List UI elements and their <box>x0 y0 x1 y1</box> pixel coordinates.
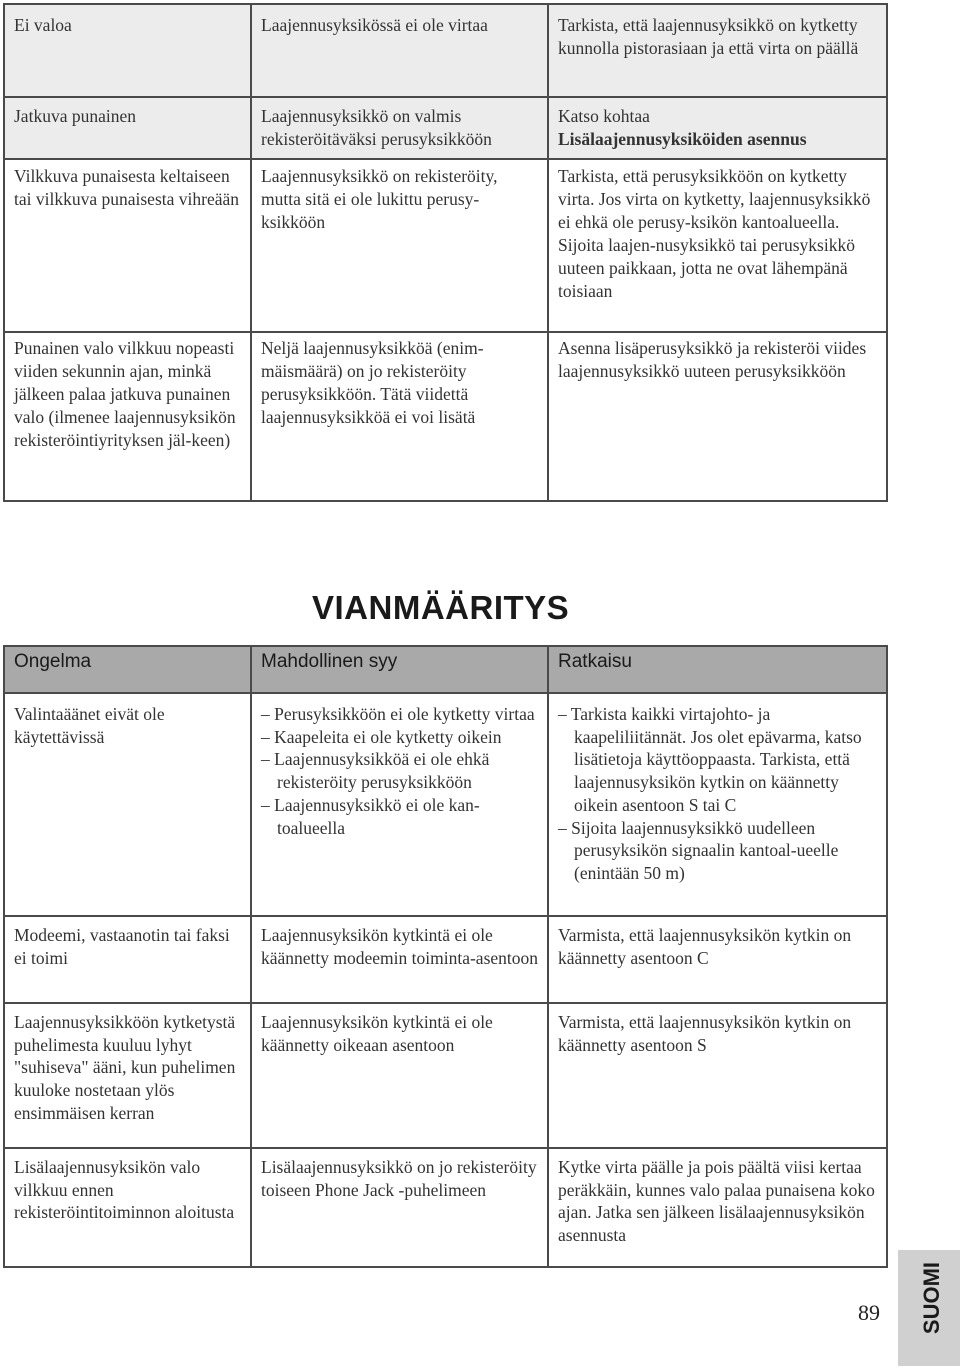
led-meaning-cell: Laajennusyksikkö on rekisteröity, mutta sitä ei ole lukittu perusy-ksikköön <box>251 159 548 332</box>
solution-cell: Varmista, että laajennusyksikön kytkin on käännetty asentoon S <box>548 1003 887 1148</box>
problem-cell: Lisälaajennusyksikön valo vilkkuu ennen rekisteröintitoiminnon aloitusta <box>4 1148 251 1267</box>
cause-list <box>261 703 538 839</box>
cause-cell <box>251 693 548 916</box>
list-item: – Laajennusyksikköä ei ole ehkä rekisteröity perusyksikköön <box>261 749 490 793</box>
led-indication-cell: Jatkuva punainen <box>4 97 251 159</box>
list-item: – Tarkista kaikki virtajohto- ja kaapeliliitännät. Jos olet epävarma, katso lisätietoja käyttöoppaasta. Tarkista, että laajennusyksikön kytkin on käännetty oikein asentoon S tai C <box>558 704 862 815</box>
solution-list <box>558 703 877 885</box>
section-title: VIANMÄÄRITYS <box>312 589 570 626</box>
led-meaning-cell: Laajennusyksikössä ei ole virtaa <box>251 4 548 97</box>
led-action-cell: Tarkista, että perusyksikköön on kytketty virta. Jos virta on kytketty, laajennusyksikkö ei ehkä ole perusy-ksikön kantoalueella. Sijoita laajen-nusyksikkö tai perusyksikkö uuteen paikkaan, jotta ne ovat lähempänä toisiaan <box>548 159 887 332</box>
list-item: – Kaapeleita ei ole kytketty oikein <box>261 726 502 747</box>
page-number: 89 <box>858 1300 880 1325</box>
solution-cell: Varmista, että laajennusyksikön kytkin on käännetty asentoon C <box>548 916 887 1003</box>
section-reference: Lisälaajennusyksiköiden asennus <box>558 129 807 149</box>
problem-cell: Modeemi, vastaanotin tai faksi ei toimi <box>4 916 251 1003</box>
table-row <box>4 4 887 97</box>
table-row <box>4 1003 887 1148</box>
problem-cell: Valintaäänet eivät ole käytettävissä <box>4 693 251 916</box>
column-header-cause: Mahdollinen syy <box>251 646 548 693</box>
led-action-text: Katso kohtaa <box>558 106 650 126</box>
table-row <box>4 332 887 501</box>
led-indication-cell: Punainen valo vilkkuu nopeasti viiden sekunnin ajan, minkä jälkeen palaa jatkuva punainen valo (ilmenee laajennusyksikön rekisteröintiyrityksen jäl-keen) <box>4 332 251 501</box>
troubleshooting-table <box>3 645 888 1268</box>
solution-cell <box>548 693 887 916</box>
led-meaning-cell: Neljä laajennusyksikköä (enim-mäismäärä) on jo rekisteröity perusyksikköön. Tätä viidettä laajennusyksikköä ei voi lisätä <box>251 332 548 501</box>
table-header-row <box>4 646 887 693</box>
cause-cell: Laajennusyksikön kytkintä ei ole käännetty modeemin toiminta-asentoon <box>251 916 548 1003</box>
table-row <box>4 97 887 159</box>
list-item: – Perusyksikköön ei ole kytketty virtaa <box>261 704 535 724</box>
column-header-solution: Ratkaisu <box>548 646 887 693</box>
led-action-cell: Tarkista, että laajennusyksikkö on kytketty kunnolla pistorasiaan ja että virta on päällä <box>548 4 887 97</box>
list-item: – Sijoita laajennusyksikkö uudelleen perusyksikön signaalin kantoal-ueelle (enintään 50 m) <box>558 817 839 883</box>
problem-cell: Laajennusyksikköön kytketystä puhelimesta kuuluu lyhyt "suhiseva" ääni, kun puhelimen kuuloke nostetaan ylös ensimmäisen kerran <box>4 1003 251 1148</box>
column-header-problem: Ongelma <box>4 646 251 693</box>
table-row <box>4 159 887 332</box>
list-item: – Laajennusyksikkö ei ole kan-toalueella <box>261 794 480 838</box>
table-row <box>4 916 887 1003</box>
table-row <box>4 693 887 916</box>
cause-cell: Lisälaajennusyksikkö on jo rekisteröity toiseen Phone Jack -puhelimeen <box>251 1148 548 1267</box>
solution-cell: Kytke virta päälle ja pois päältä viisi kertaa peräkkäin, kunnes valo palaa punaisena koko ajan. Jatka sen jälkeen lisälaajennusyksikön asennusta <box>548 1148 887 1267</box>
led-indication-cell: Vilkkuva punaisesta keltaiseen tai vilkkuva punaisesta vihreään <box>4 159 251 332</box>
table-row <box>4 1148 887 1267</box>
led-meaning-cell: Laajennusyksikkö on valmis rekisteröitäväksi perusyksikköön <box>251 97 548 159</box>
language-tab-label: SUOMI <box>919 1261 944 1335</box>
led-indication-cell: Ei valoa <box>4 4 251 97</box>
led-action-cell: Asenna lisäperusyksikkö ja rekisteröi viides laajennusyksikkö uuteen perusyksikköön <box>548 332 887 501</box>
led-action-cell <box>548 97 887 159</box>
led-status-table <box>3 3 888 502</box>
cause-cell: Laajennusyksikön kytkintä ei ole käännetty oikeaan asentoon <box>251 1003 548 1148</box>
